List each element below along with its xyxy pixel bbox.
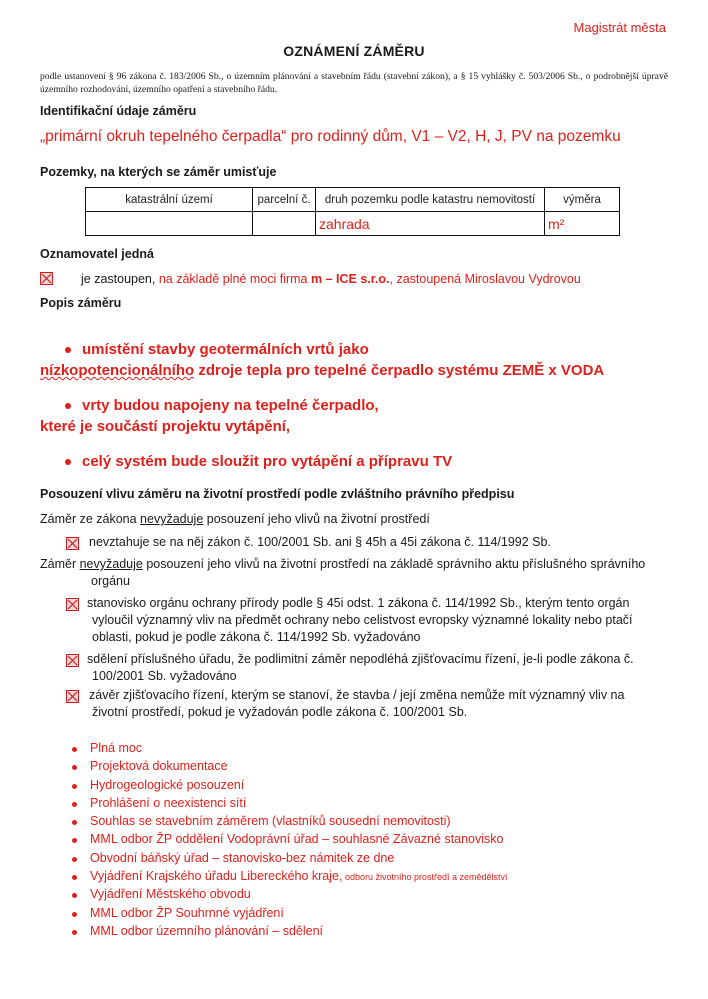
list-item xyxy=(72,741,508,759)
bullet-icon xyxy=(65,459,71,465)
text: Záměr ze zákona xyxy=(40,512,141,526)
list-item xyxy=(72,887,508,905)
list-item xyxy=(72,832,508,850)
text: vyloučil významný vliv na předmět ochrany nebo celistvost evropsky významné lokality nebo ptačí xyxy=(92,613,633,627)
cadastral-area-cell xyxy=(86,212,253,236)
list-item xyxy=(72,851,508,869)
plots-table-header-row xyxy=(86,188,620,212)
exemption-text-2 xyxy=(87,595,668,646)
list-item xyxy=(72,778,508,796)
text: sdělení příslušného úřadu, že podlimitní záměr nepodléhá zjišťovacímu řízení, je-li podle zákona č. xyxy=(87,652,634,666)
list-item-text: Obvodní báňský úřad – stanovisko-bez námitek ze dne xyxy=(90,850,395,865)
checked-icon xyxy=(66,654,79,667)
exemption-text-3 xyxy=(87,651,668,685)
parcel-number-cell xyxy=(253,212,316,236)
checked-icon xyxy=(40,272,53,285)
bullet-icon xyxy=(72,930,77,935)
description-heading: Popis záměru xyxy=(40,296,122,310)
text: oblasti, pokud je podle zákona č. 114/1992 Sb. vyžadováno xyxy=(92,630,421,644)
list-item-text: Projektová dokumentace xyxy=(90,759,228,774)
list-item-text: MML odbor ŽP oddělení Vodoprávní úřad – souhlasné Závazné stanovisko xyxy=(90,832,504,847)
misspelled-word: nízkopotencionálního xyxy=(40,362,195,379)
bullet-icon xyxy=(65,347,71,353)
list-item xyxy=(72,759,508,777)
checked-icon xyxy=(66,598,79,611)
list-item-text: Plná moc xyxy=(90,741,143,755)
list-item xyxy=(72,796,508,814)
plots-table xyxy=(85,187,620,236)
text: posouzení jeho vlivů na životní prostředí na základě správního aktu příslušného správního xyxy=(142,557,646,571)
legal-basis-text: podle ustanovení § 96 zákona č. 183/2006 Sb., o územním plánování a stavebním řádu (stavební zákon), a § 15 vyhlášky č. 503/2006 Sb., o podrobnější úpravě územního rozhodování, územního opatření a stavebního řádu. xyxy=(40,71,668,95)
exemption-text-1: nevztahuje se na něj zákon č. 100/2001 Sb. ani § 45h a 45i zákona č. 114/1992 Sb. xyxy=(89,535,551,549)
exemption-checkbox-3[interactable] xyxy=(66,653,79,667)
description-bullet-3 xyxy=(40,451,680,472)
bullet-icon xyxy=(72,875,77,880)
list-item-text: Vyjádření Krajského úřadu Libereckého kraje, xyxy=(90,869,343,884)
assessment-paragraph-2 xyxy=(40,556,668,590)
bullet-text: zdroje tepla pro tepelné čerpadlo systému ZEMĚ x VODA xyxy=(194,362,605,379)
plots-heading: Pozemky, na kterých se záměr umisťuje xyxy=(40,165,277,179)
exemption-checkbox-4[interactable] xyxy=(66,689,79,703)
text: životní prostředí, pokud je vyžadován podle zákona č. 100/2001 Sb. xyxy=(92,705,468,719)
applicant-line xyxy=(81,272,581,286)
plots-table-row xyxy=(86,212,620,236)
underlined-text: nevyžaduje xyxy=(140,512,204,526)
list-item xyxy=(72,906,508,924)
applicant-checkbox[interactable] xyxy=(40,271,53,285)
exemption-text-4 xyxy=(89,687,668,721)
description-bullet-1 xyxy=(40,339,680,381)
text: posouzení jeho vlivů na životní prostředí xyxy=(203,512,430,526)
list-item-text: MML odbor územního plánování – sdělení xyxy=(90,923,324,938)
bullet-icon xyxy=(65,403,71,409)
bullet-text: umístění stavby geotermálních vrtů jako xyxy=(82,341,369,358)
assessment-heading: Posouzení vlivu záměru na životní prostředí podle zvláštního právního předpisu xyxy=(40,487,515,501)
underlined-text: nevyžaduje xyxy=(79,557,143,571)
bullet-icon xyxy=(72,747,77,752)
list-item xyxy=(72,814,508,832)
list-item-note: odboru životního prostředí a zemědělství xyxy=(342,872,508,883)
land-type-cell: zahrada xyxy=(316,212,545,236)
list-item-text: Prohlášení o neexistenci sítí xyxy=(90,795,247,810)
list-item-text: Hydrogeologické posouzení xyxy=(90,777,245,792)
exemption-checkbox-2[interactable] xyxy=(66,597,79,611)
authority-label: Magistrát města xyxy=(573,20,666,35)
attachments-list xyxy=(72,741,508,942)
project-name: „primární okruh tepelného čerpadla“ pro rodinný dům, V1 – V2, H, J, PV na pozemku xyxy=(40,128,621,145)
exemption-checkbox-1[interactable] xyxy=(66,536,79,550)
bullet-icon xyxy=(72,912,77,917)
checked-icon xyxy=(66,537,79,550)
applicant-representative: , zastoupená Miroslavou Vydrovou xyxy=(389,272,581,286)
bullet-icon xyxy=(72,820,77,825)
list-item xyxy=(72,869,508,887)
bullet-text: vrty budou napojeny na tepelné čerpadlo, xyxy=(82,397,379,414)
list-item-text: Vyjádření Městského obvodu xyxy=(90,887,251,902)
bullet-icon xyxy=(72,802,77,807)
list-item-text: Souhlas se stavebním záměrem (vlastníků sousední nemovitosti) xyxy=(90,814,451,829)
checked-icon xyxy=(66,690,79,703)
identification-heading: Identifikační údaje záměru xyxy=(40,104,197,118)
bullet-icon xyxy=(72,765,77,770)
assessment-paragraph-1 xyxy=(40,511,668,528)
description-bullet-2 xyxy=(40,395,680,437)
applicant-company: m – ICE s.r.o. xyxy=(311,272,390,286)
list-item xyxy=(72,924,508,942)
document-title: OZNÁMENÍ ZÁMĚRU xyxy=(283,43,425,59)
applicant-detail: na základě plné moci firma xyxy=(155,272,311,286)
text: 100/2001 Sb. vyžadováno xyxy=(92,669,237,683)
column-header: výměra xyxy=(545,188,620,212)
bullet-icon xyxy=(72,893,77,898)
applicant-text: je zastoupen, xyxy=(81,272,156,286)
text: orgánu xyxy=(91,574,130,588)
applicant-heading: Oznamovatel jedná xyxy=(40,247,154,261)
bullet-text: celý systém bude sloužit pro vytápění a přípravu TV xyxy=(82,453,453,470)
bullet-icon xyxy=(72,857,77,862)
area-cell: m² xyxy=(545,212,620,236)
bullet-icon xyxy=(72,784,77,789)
column-header: druh pozemku podle katastru nemovitostí xyxy=(316,188,545,212)
bullet-icon xyxy=(72,838,77,843)
column-header: katastrální území xyxy=(86,188,253,212)
list-item-text: MML odbor ŽP Souhrnné vyjádření xyxy=(90,905,284,920)
bullet-text: které je součástí projektu vytápění, xyxy=(40,418,291,435)
text: závěr zjišťovacího řízení, kterým se stanoví, že stavba / její změna nemůže mít významný vliv na xyxy=(89,688,625,702)
text: stanovisko orgánu ochrany přírody podle § 45i odst. 1 zákona č. 114/1992 Sb., kterým tento orgán xyxy=(87,596,630,610)
text: Záměr xyxy=(40,557,80,571)
column-header: parcelní č. xyxy=(253,188,316,212)
